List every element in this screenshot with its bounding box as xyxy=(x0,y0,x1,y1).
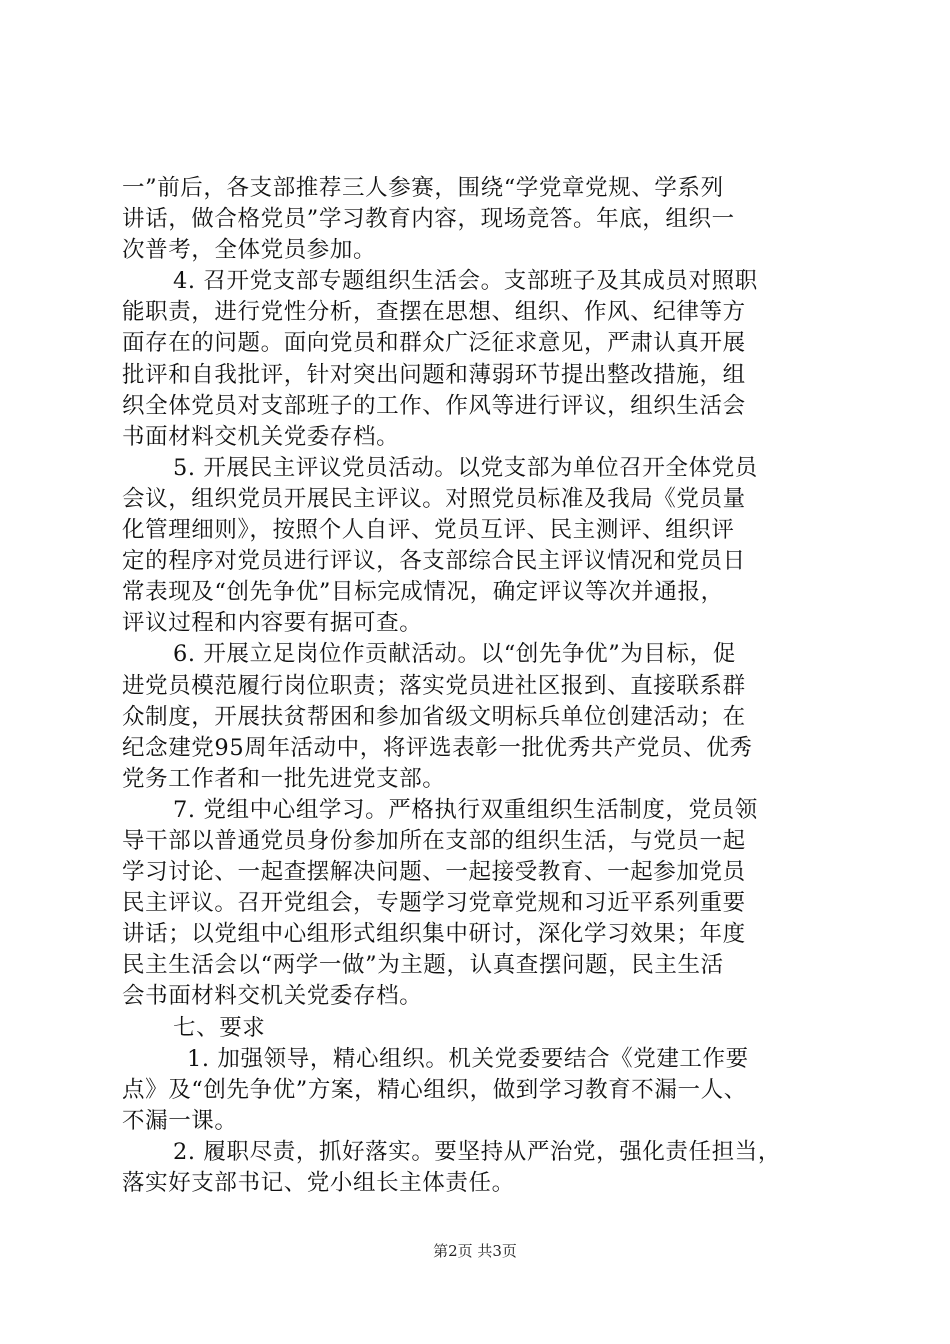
text-line: 进党员模范履行岗位职责；落实党员进社区报到、直接联系群 xyxy=(122,672,746,699)
text-line: 织全体党员对支部班子的工作、作风等进行评议，组织生活会 xyxy=(122,392,746,419)
text-line: 民主生活会以“两学一做”为主题，认真查摆问题，民主生活 xyxy=(122,952,724,979)
text-line: 纪念建党95周年活动中，将评选表彰一批优秀共产党员、优秀 xyxy=(122,734,753,761)
page-number-label: 第2页 共3页 xyxy=(433,1242,517,1260)
text-line: 导干部以普通党员身份参加所在支部的组织生活，与党员一起 xyxy=(122,827,746,854)
text-line: 党务工作者和一批先进党支部。 xyxy=(122,765,446,792)
text-line: 常表现及“创先争优”目标完成情况，确定评议等次并通报， xyxy=(122,579,724,606)
document-body xyxy=(122,173,832,1199)
text-line: 定的程序对党员进行评议，各支部综合民主评议情况和党员日 xyxy=(122,548,746,575)
text-line: 评议过程和内容要有据可查。 xyxy=(122,610,423,637)
text-line: 7. 党组中心组学习。严格执行双重组织生活制度，党员领 xyxy=(173,796,758,823)
text-line: 点》及“创先争优”方案，精心组织，做到学习教育不漏一人、 xyxy=(122,1076,747,1103)
text-line: 书面材料交机关党委存档。 xyxy=(122,423,400,450)
text-line: 次普考，全体党员参加。 xyxy=(122,237,377,264)
text-line: 5. 开展民主评议党员活动。以党支部为单位召开全体党员 xyxy=(173,454,758,481)
text-line: 2. 履职尽责，抓好落实。要坚持从严治党，强化责任担当， xyxy=(173,1138,781,1165)
text-line: 众制度，开展扶贫帮困和参加省级文明标兵单位创建活动；在 xyxy=(122,703,746,730)
text-line: 面存在的问题。面向党员和群众广泛征求意见，严肃认真开展 xyxy=(122,330,746,357)
text-line: 民主评议。召开党组会，专题学习党章党规和习近平系列重要 xyxy=(122,890,746,917)
text-line: 能职责，进行党性分析，查摆在思想、组织、作风、纪律等方 xyxy=(122,299,746,326)
text-line: 6. 开展立足岗位作贡献活动。以“创先争优”为目标，促 xyxy=(173,641,736,668)
text-line: 落实好支部书记、党小组长主体责任。 xyxy=(122,1170,515,1196)
text-line: 化管理细则》，按照个人自评、党员互评、民主测评、组织评 xyxy=(122,517,735,544)
text-line: 一”前后，各支部推荐三人参赛，围绕“学党章党规、学系列 xyxy=(122,175,724,201)
text-line: 讲话，做合格党员”学习教育内容，现场竞答。年底，组织一 xyxy=(122,206,735,233)
text-line: 学习讨论、一起查摆解决问题、一起接受教育、一起参加党员 xyxy=(122,859,746,886)
text-line: 不漏一课。 xyxy=(122,1107,238,1134)
page-footer xyxy=(0,1241,950,1261)
text-line: 七、要求 xyxy=(173,1014,266,1041)
text-line: 批评和自我批评，针对突出问题和薄弱环节提出整改措施，组 xyxy=(122,361,746,388)
text-line: 会议，组织党员开展民主评议。对照党员标准及我局《党员量 xyxy=(122,485,746,512)
text-line: 会书面材料交机关党委存档。 xyxy=(122,983,423,1010)
text-line: 讲话；以党组中心组形式组织集中研讨，深化学习效果；年度 xyxy=(122,921,746,948)
text-line: 1. 加强领导，精心组织。机关党委要结合《党建工作要 xyxy=(187,1045,749,1072)
text-line: 4. 召开党支部专题组织生活会。支部班子及其成员对照职 xyxy=(173,268,758,295)
